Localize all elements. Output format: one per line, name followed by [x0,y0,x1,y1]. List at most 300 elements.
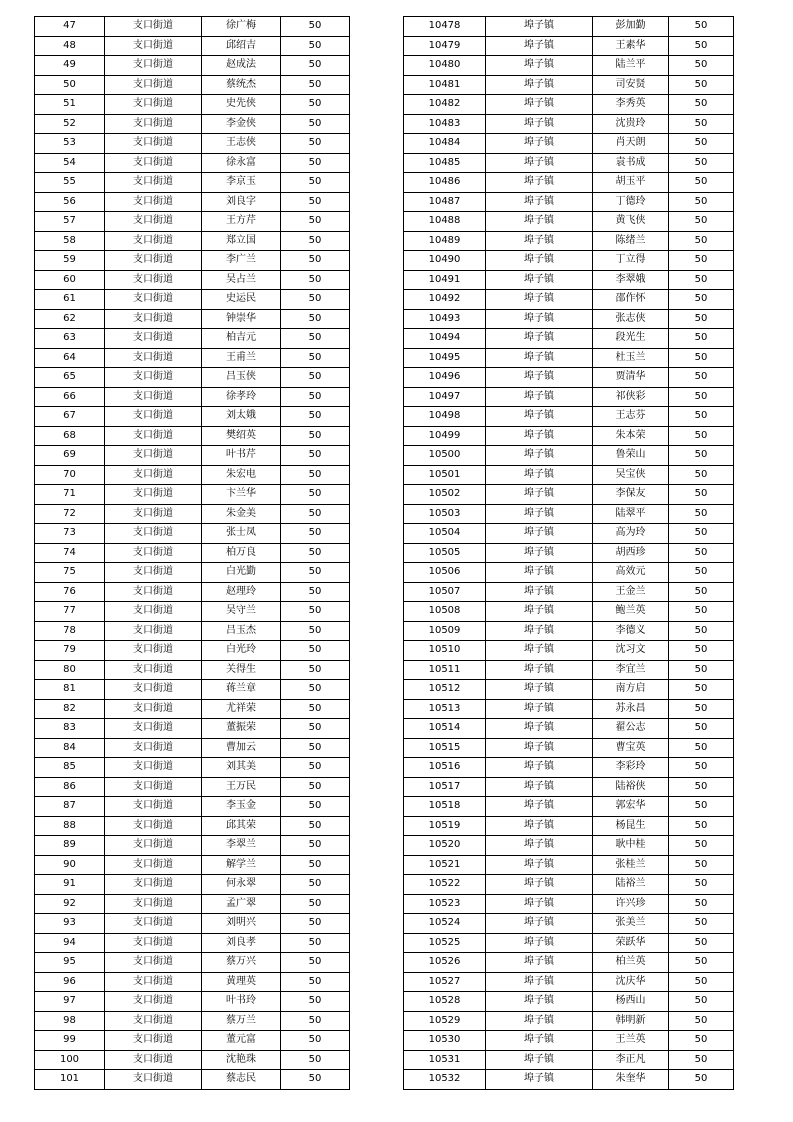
name-cell: 鲍兰英 [593,602,669,622]
name-cell: 李宜兰 [593,660,669,680]
township-cell: 支口街道 [105,738,202,758]
row-number-cell: 47 [35,17,105,37]
table-row [404,602,734,622]
table-row [35,933,350,953]
name-cell: 荣跃华 [593,933,669,953]
amount-cell: 50 [669,75,734,95]
row-number-cell: 69 [35,446,105,466]
table-row [404,563,734,583]
amount-cell: 50 [669,953,734,973]
row-number-cell: 10504 [404,524,486,544]
row-number-cell: 93 [35,914,105,934]
table-row [404,36,734,56]
amount-cell: 50 [669,114,734,134]
table-row [35,563,350,583]
name-cell: 高效元 [593,563,669,583]
amount-cell: 50 [669,816,734,836]
township-cell: 支口街道 [105,173,202,193]
table-row [35,719,350,739]
name-cell: 贾清华 [593,368,669,388]
township-cell: 支口街道 [105,134,202,154]
township-cell: 支口街道 [105,933,202,953]
table-row [404,153,734,173]
table-row [35,855,350,875]
row-number-cell: 10481 [404,75,486,95]
table-row [404,387,734,407]
row-number-cell: 62 [35,309,105,329]
name-cell: 钟崇华 [202,309,281,329]
table-row [404,95,734,115]
township-cell: 埠子镇 [486,524,593,544]
name-cell: 李德义 [593,621,669,641]
roster-table-right-body [404,17,734,1090]
table-row [35,173,350,193]
township-cell: 支口街道 [105,719,202,739]
row-number-cell: 90 [35,855,105,875]
amount-cell: 50 [669,173,734,193]
township-cell: 埠子镇 [486,602,593,622]
row-number-cell: 10530 [404,1031,486,1051]
township-cell: 埠子镇 [486,36,593,56]
name-cell: 何永翠 [202,875,281,895]
name-cell: 王万民 [202,777,281,797]
township-cell: 埠子镇 [486,17,593,37]
amount-cell: 50 [669,485,734,505]
township-cell: 支口街道 [105,446,202,466]
amount-cell: 50 [281,17,350,37]
township-cell: 支口街道 [105,563,202,583]
name-cell: 吴宝侠 [593,465,669,485]
amount-cell: 50 [669,914,734,934]
amount-cell: 50 [281,816,350,836]
name-cell: 张美兰 [593,914,669,934]
name-cell: 韩明新 [593,1011,669,1031]
township-cell: 埠子镇 [486,270,593,290]
table-row [35,914,350,934]
row-number-cell: 10528 [404,992,486,1012]
row-number-cell: 10527 [404,972,486,992]
row-number-cell: 10491 [404,270,486,290]
name-cell: 刘明兴 [202,914,281,934]
township-cell: 埠子镇 [486,251,593,271]
row-number-cell: 10492 [404,290,486,310]
table-row [404,719,734,739]
table-row [35,95,350,115]
amount-cell: 50 [281,953,350,973]
name-cell: 李京玉 [202,173,281,193]
row-number-cell: 67 [35,407,105,427]
township-cell: 支口街道 [105,914,202,934]
township-cell: 埠子镇 [486,953,593,973]
table-row [35,329,350,349]
name-cell: 蔡万兴 [202,953,281,973]
township-cell: 支口街道 [105,602,202,622]
name-cell: 杨昆生 [593,816,669,836]
row-number-cell: 56 [35,192,105,212]
township-cell: 支口街道 [105,621,202,641]
name-cell: 吕玉杰 [202,621,281,641]
amount-cell: 50 [281,602,350,622]
row-number-cell: 10513 [404,699,486,719]
amount-cell: 50 [669,602,734,622]
township-cell: 埠子镇 [486,368,593,388]
name-cell: 张桂兰 [593,855,669,875]
amount-cell: 50 [281,309,350,329]
row-number-cell: 77 [35,602,105,622]
table-row [35,1031,350,1051]
name-cell: 白光玲 [202,641,281,661]
row-number-cell: 10480 [404,56,486,76]
amount-cell: 50 [669,56,734,76]
table-row [35,290,350,310]
name-cell: 沈习文 [593,641,669,661]
township-cell: 支口街道 [105,1011,202,1031]
township-cell: 埠子镇 [486,680,593,700]
row-number-cell: 10515 [404,738,486,758]
amount-cell: 50 [281,894,350,914]
township-cell: 埠子镇 [486,582,593,602]
name-cell: 段光生 [593,329,669,349]
name-cell: 刘良孝 [202,933,281,953]
amount-cell: 50 [281,797,350,817]
table-row [404,621,734,641]
table-row [404,524,734,544]
table-row [35,251,350,271]
name-cell: 苏永昌 [593,699,669,719]
table-row [35,387,350,407]
row-number-cell: 10483 [404,114,486,134]
row-number-cell: 10503 [404,504,486,524]
table-row [35,602,350,622]
amount-cell: 50 [669,543,734,563]
table-row [404,816,734,836]
township-cell: 支口街道 [105,485,202,505]
row-number-cell: 10500 [404,446,486,466]
township-cell: 支口街道 [105,56,202,76]
name-cell: 董振荣 [202,719,281,739]
table-row [404,446,734,466]
township-cell: 埠子镇 [486,407,593,427]
amount-cell: 50 [281,56,350,76]
name-cell: 李正凡 [593,1050,669,1070]
name-cell: 丁德玲 [593,192,669,212]
row-number-cell: 65 [35,368,105,388]
name-cell: 柏吉元 [202,329,281,349]
amount-cell: 50 [669,992,734,1012]
row-number-cell: 85 [35,758,105,778]
table-row [35,738,350,758]
name-cell: 樊绍英 [202,426,281,446]
name-cell: 黄飞侠 [593,212,669,232]
township-cell: 埠子镇 [486,192,593,212]
row-number-cell: 52 [35,114,105,134]
amount-cell: 50 [669,309,734,329]
amount-cell: 50 [669,758,734,778]
name-cell: 曹加云 [202,738,281,758]
table-row [35,621,350,641]
amount-cell: 50 [281,641,350,661]
name-cell: 李保友 [593,485,669,505]
name-cell: 徐孝玲 [202,387,281,407]
township-cell: 埠子镇 [486,387,593,407]
amount-cell: 50 [281,407,350,427]
amount-cell: 50 [281,329,350,349]
name-cell: 王兰英 [593,1031,669,1051]
township-cell: 支口街道 [105,114,202,134]
table-row [404,875,734,895]
row-number-cell: 59 [35,251,105,271]
row-number-cell: 55 [35,173,105,193]
row-number-cell: 10490 [404,251,486,271]
township-cell: 支口街道 [105,894,202,914]
amount-cell: 50 [669,36,734,56]
row-number-cell: 10484 [404,134,486,154]
amount-cell: 50 [669,231,734,251]
township-cell: 埠子镇 [486,426,593,446]
amount-cell: 50 [281,1031,350,1051]
table-row [404,114,734,134]
table-row [404,504,734,524]
row-number-cell: 10510 [404,641,486,661]
name-cell: 蔡志民 [202,1070,281,1090]
name-cell: 陈绪兰 [593,231,669,251]
amount-cell: 50 [281,699,350,719]
table-row [35,758,350,778]
amount-cell: 50 [281,855,350,875]
table-row [404,660,734,680]
name-cell: 翟公志 [593,719,669,739]
row-number-cell: 10478 [404,17,486,37]
township-cell: 支口街道 [105,231,202,251]
table-row [404,680,734,700]
amount-cell: 50 [281,173,350,193]
table-row [35,153,350,173]
township-cell: 支口街道 [105,953,202,973]
table-row [404,953,734,973]
table-row [35,797,350,817]
table-row [404,699,734,719]
township-cell: 支口街道 [105,309,202,329]
township-cell: 支口街道 [105,329,202,349]
township-cell: 埠子镇 [486,543,593,563]
amount-cell: 50 [281,192,350,212]
table-row [404,582,734,602]
name-cell: 王素华 [593,36,669,56]
township-cell: 支口街道 [105,836,202,856]
name-cell: 蔡统杰 [202,75,281,95]
row-number-cell: 96 [35,972,105,992]
name-cell: 蒋兰章 [202,680,281,700]
table-row [404,758,734,778]
township-cell: 支口街道 [105,1070,202,1090]
amount-cell: 50 [669,290,734,310]
amount-cell: 50 [281,972,350,992]
table-row [35,36,350,56]
name-cell: 王志侠 [202,134,281,154]
table-row [404,914,734,934]
amount-cell: 50 [669,387,734,407]
table-row [404,309,734,329]
row-number-cell: 10496 [404,368,486,388]
row-number-cell: 10501 [404,465,486,485]
amount-cell: 50 [669,621,734,641]
township-cell: 埠子镇 [486,56,593,76]
name-cell: 司安贤 [593,75,669,95]
table-row [35,75,350,95]
township-cell: 埠子镇 [486,758,593,778]
table-row [35,309,350,329]
name-cell: 黄理英 [202,972,281,992]
row-number-cell: 97 [35,992,105,1012]
name-cell: 孟广翠 [202,894,281,914]
name-cell: 刘良字 [202,192,281,212]
table-row [404,972,734,992]
township-cell: 支口街道 [105,641,202,661]
amount-cell: 50 [281,933,350,953]
name-cell: 朱奎华 [593,1070,669,1090]
amount-cell: 50 [281,1050,350,1070]
name-cell: 李翠兰 [202,836,281,856]
name-cell: 朱宏电 [202,465,281,485]
row-number-cell: 10482 [404,95,486,115]
amount-cell: 50 [669,446,734,466]
row-number-cell: 80 [35,660,105,680]
township-cell: 支口街道 [105,348,202,368]
row-number-cell: 10479 [404,36,486,56]
row-number-cell: 10523 [404,894,486,914]
table-row [35,212,350,232]
row-number-cell: 10525 [404,933,486,953]
table-row [35,1070,350,1090]
table-row [404,465,734,485]
name-cell: 董元富 [202,1031,281,1051]
row-number-cell: 10486 [404,173,486,193]
township-cell: 埠子镇 [486,1011,593,1031]
amount-cell: 50 [281,114,350,134]
township-cell: 埠子镇 [486,641,593,661]
row-number-cell: 57 [35,212,105,232]
name-cell: 邵作怀 [593,290,669,310]
name-cell: 吴守兰 [202,602,281,622]
name-cell: 沈贵玲 [593,114,669,134]
name-cell: 赵理玲 [202,582,281,602]
amount-cell: 50 [281,387,350,407]
table-row [404,231,734,251]
amount-cell: 50 [281,231,350,251]
roster-table-left-body [35,17,350,1090]
table-row [35,875,350,895]
name-cell: 徐永富 [202,153,281,173]
row-number-cell: 10487 [404,192,486,212]
township-cell: 支口街道 [105,95,202,115]
row-number-cell: 10495 [404,348,486,368]
table-row [404,543,734,563]
amount-cell: 50 [669,699,734,719]
row-number-cell: 10494 [404,329,486,349]
row-number-cell: 100 [35,1050,105,1070]
township-cell: 埠子镇 [486,699,593,719]
name-cell: 陆裕侠 [593,777,669,797]
amount-cell: 50 [669,426,734,446]
township-cell: 支口街道 [105,465,202,485]
name-cell: 袁书成 [593,153,669,173]
row-number-cell: 10532 [404,1070,486,1090]
table-row [404,75,734,95]
township-cell: 支口街道 [105,426,202,446]
amount-cell: 50 [669,95,734,115]
row-number-cell: 10518 [404,797,486,817]
amount-cell: 50 [669,680,734,700]
amount-cell: 50 [281,992,350,1012]
table-row [35,543,350,563]
row-number-cell: 49 [35,56,105,76]
row-number-cell: 66 [35,387,105,407]
name-cell: 史运民 [202,290,281,310]
amount-cell: 50 [281,543,350,563]
township-cell: 埠子镇 [486,836,593,856]
township-cell: 埠子镇 [486,816,593,836]
table-row [404,192,734,212]
row-number-cell: 72 [35,504,105,524]
amount-cell: 50 [281,660,350,680]
amount-cell: 50 [281,758,350,778]
amount-cell: 50 [669,407,734,427]
township-cell: 支口街道 [105,153,202,173]
amount-cell: 50 [669,212,734,232]
row-number-cell: 83 [35,719,105,739]
row-number-cell: 10512 [404,680,486,700]
amount-cell: 50 [669,582,734,602]
name-cell: 郑立国 [202,231,281,251]
table-row [404,368,734,388]
name-cell: 胡西珍 [593,543,669,563]
row-number-cell: 54 [35,153,105,173]
table-row [35,134,350,154]
row-number-cell: 82 [35,699,105,719]
amount-cell: 50 [281,153,350,173]
amount-cell: 50 [669,719,734,739]
table-row [404,270,734,290]
roster-table-right [403,16,734,1090]
township-cell: 支口街道 [105,582,202,602]
table-row [404,290,734,310]
township-cell: 支口街道 [105,543,202,563]
table-row [35,504,350,524]
name-cell: 叶书芹 [202,446,281,466]
row-number-cell: 10521 [404,855,486,875]
row-number-cell: 10485 [404,153,486,173]
row-number-cell: 86 [35,777,105,797]
amount-cell: 50 [281,368,350,388]
name-cell: 杜玉兰 [593,348,669,368]
township-cell: 支口街道 [105,387,202,407]
table-row [404,855,734,875]
amount-cell: 50 [281,446,350,466]
township-cell: 支口街道 [105,212,202,232]
amount-cell: 50 [669,134,734,154]
table-row [404,134,734,154]
amount-cell: 50 [281,836,350,856]
township-cell: 埠子镇 [486,329,593,349]
name-cell: 邱其荣 [202,816,281,836]
name-cell: 王志芬 [593,407,669,427]
table-row [404,894,734,914]
township-cell: 支口街道 [105,660,202,680]
township-cell: 支口街道 [105,75,202,95]
township-cell: 支口街道 [105,251,202,271]
table-row [35,465,350,485]
name-cell: 李玉金 [202,797,281,817]
